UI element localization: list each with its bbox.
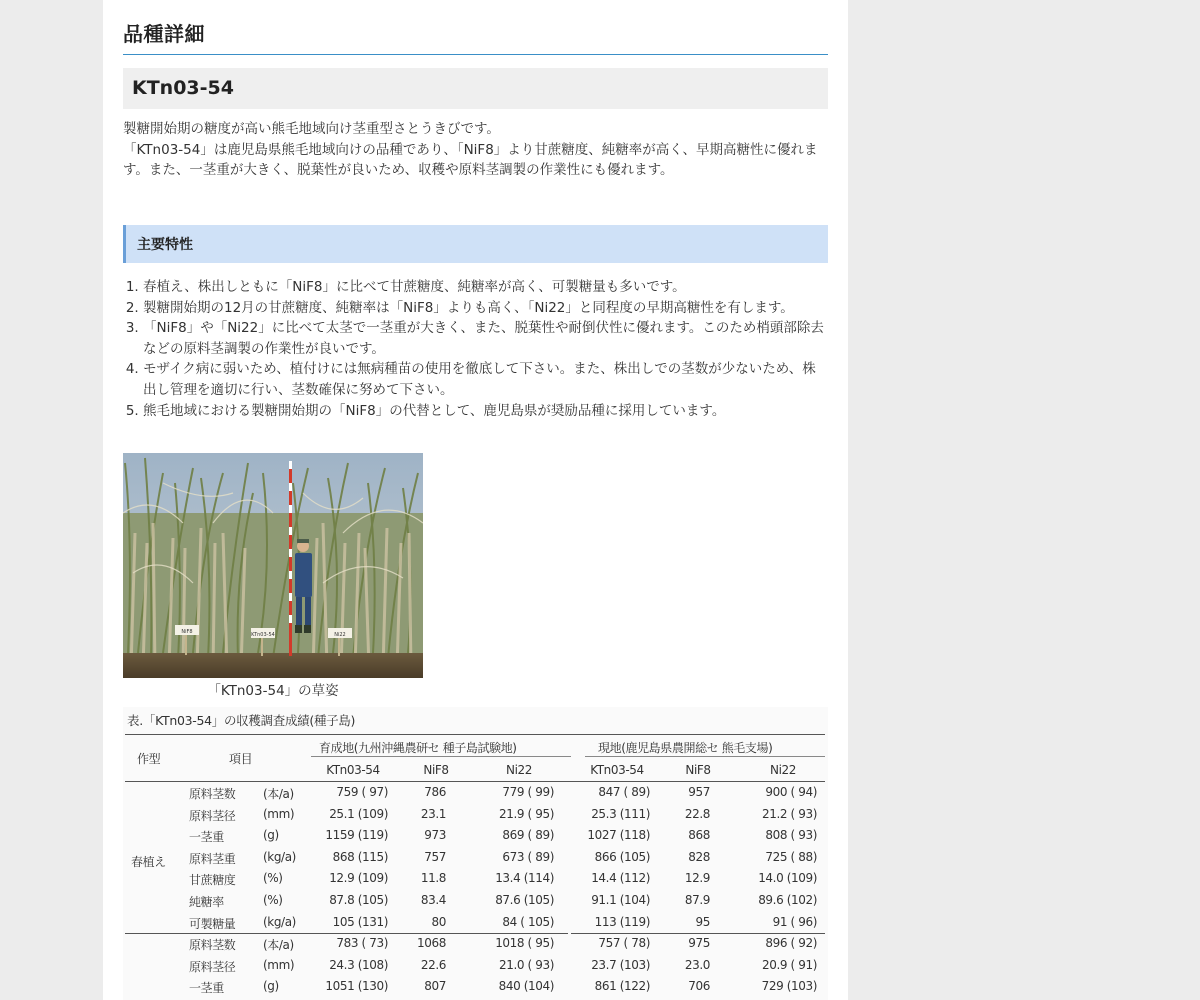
sugarcane-field-illustration bbox=[123, 453, 423, 678]
table-row-unit: (mm) bbox=[263, 957, 295, 972]
table-row-item: 原料茎数 bbox=[189, 787, 236, 801]
table-cell: 1018 ( 95) bbox=[495, 936, 554, 951]
table-cell: 808 ( 93) bbox=[765, 828, 817, 843]
table-cell: 23.7 (103) bbox=[591, 957, 650, 972]
table-row-item: 原料茎径 bbox=[189, 808, 236, 823]
table-row-unit: (%) bbox=[263, 871, 283, 886]
table-cell: 12.9 (109) bbox=[329, 871, 388, 886]
header-variety: NiF8 bbox=[423, 763, 449, 777]
stake-label-ktn03-54: KTn03-54 bbox=[251, 632, 275, 638]
table-rule-top bbox=[125, 734, 825, 735]
table-cell: 22.8 bbox=[684, 806, 710, 821]
page-title: 品種詳細 bbox=[123, 22, 205, 46]
header-variety: Ni22 bbox=[506, 763, 532, 777]
table-row-item: 一茎重 bbox=[189, 981, 224, 996]
table-cell: 868 bbox=[688, 828, 710, 843]
table-cell: 25.1 (109) bbox=[329, 806, 388, 821]
table-cell: 25.3 (111) bbox=[591, 806, 650, 821]
table-cell: 757 ( 78) bbox=[598, 936, 650, 951]
table-cell: 706 bbox=[688, 979, 710, 994]
header-item: 項目 bbox=[229, 752, 253, 766]
table-cell: 105 (131) bbox=[332, 914, 388, 929]
table-cell: 900 ( 94) bbox=[765, 785, 817, 799]
feature-item: 5. 熊毛地域における製糖開始期の「NiF8」の代替として、鹿児島県が奨励品種に採用しています。 bbox=[143, 401, 828, 422]
table-rule-group1 bbox=[311, 756, 571, 757]
title-divider bbox=[123, 54, 828, 55]
table-cell: 14.0 (109) bbox=[758, 871, 817, 886]
table-cell: 729 (103) bbox=[761, 979, 817, 994]
table-cell: 673 ( 89) bbox=[502, 849, 554, 864]
table-row-item: 原料茎数 bbox=[189, 938, 236, 953]
variety-name-box bbox=[123, 68, 828, 109]
table-cell: 786 bbox=[424, 785, 446, 799]
table-cell: 869 ( 89) bbox=[502, 828, 554, 843]
description-line: 製糖開始期の糖度が高い熊毛地域向け茎重型さとうきびです。 bbox=[123, 121, 500, 137]
sugarcane-photo bbox=[123, 453, 423, 678]
table-rule-group2 bbox=[585, 756, 825, 757]
table-cell: 95 bbox=[695, 914, 710, 929]
feature-item: 4. モザイク病に弱いため、植付けには無病種苗の使用を徹底して下さい。また、株出しでの茎数が少ないため、株出し管理を適切に行い、茎数確保に努めて下さい。 bbox=[143, 359, 828, 400]
table-cell: 866 (105) bbox=[594, 849, 650, 864]
feature-item: 3. 「NiF8」や「Ni22」に比べて太茎で一茎重が大きく、また、脱葉性や耐倒伏性に優れます。このため梢頭部除去などの原料茎調製の作業性が良いです。 bbox=[143, 318, 828, 359]
table-cell: 21.0 ( 93) bbox=[499, 957, 554, 972]
table-cell: 957 bbox=[688, 785, 710, 799]
table-title: 表.「KTn03-54」の収穫調査成績(種子島) bbox=[127, 713, 356, 728]
header-variety: NiF8 bbox=[685, 763, 711, 777]
table-cell: 757 bbox=[424, 849, 446, 864]
table-row-item: 可製糖量 bbox=[189, 916, 236, 931]
description-line: 「KTn03-54」は鹿児島県熊毛地域向けの品種であり、「NiF8」より甘蔗糖度、純糖率が高く、早期高糖性に優れます。また、一茎重が大きく、脱葉性が良いため、収穫や原料茎調製の作業性にも優れます。 bbox=[123, 141, 818, 178]
table-cell: 21.2 ( 93) bbox=[762, 806, 817, 821]
table-cell: 828 bbox=[688, 849, 710, 864]
table-cell: 807 bbox=[424, 979, 446, 994]
table-row-item: 原料茎径 bbox=[189, 959, 236, 974]
feature-item: 2. 製糖開始期の12月の甘蔗糖度、純糖率は「NiF8」よりも高く、「Ni22」と同程度の早期高糖性を有します。 bbox=[143, 298, 828, 319]
table-row-unit: (kg/a) bbox=[263, 849, 296, 864]
header-variety: KTn03-54 bbox=[590, 763, 644, 777]
table-cell: 87.8 (105) bbox=[329, 893, 388, 907]
table-cell: 113 (119) bbox=[594, 914, 650, 929]
table-rule-section bbox=[571, 933, 825, 934]
table-rule-header bbox=[125, 781, 825, 782]
table-row-unit: (g) bbox=[263, 828, 279, 843]
table-cell: 23.1 bbox=[420, 806, 446, 821]
table-cell: 20.9 ( 91) bbox=[762, 957, 817, 972]
section-heading-main-traits bbox=[123, 225, 828, 263]
table-row-item: 一茎重 bbox=[189, 830, 224, 845]
table-cell: 91.1 (104) bbox=[591, 893, 650, 907]
table-cell: 847 ( 89) bbox=[598, 785, 650, 799]
table-rule-section bbox=[125, 933, 568, 934]
table-cell: 759 ( 97) bbox=[336, 785, 388, 799]
table-cell: 24.3 (108) bbox=[329, 957, 388, 972]
table-cell: 896 ( 92) bbox=[765, 936, 817, 951]
photo-caption: 「KTn03-54」の草姿 bbox=[207, 683, 339, 699]
table-cell: 87.9 bbox=[684, 893, 710, 907]
variety-description bbox=[123, 119, 828, 181]
stake-label-nif8: NiF8 bbox=[181, 629, 193, 635]
table-cell: 11.8 bbox=[420, 871, 446, 886]
table-cell: 1051 (130) bbox=[325, 979, 388, 994]
feature-item: 1. 春植え、株出しともに「NiF8」に比べて甘蔗糖度、純糖率が高く、可製糖量も多いです。 bbox=[143, 277, 828, 298]
table-cell: 1159 (119) bbox=[325, 828, 388, 843]
header-variety: Ni22 bbox=[770, 763, 796, 777]
table-cell: 83.4 bbox=[420, 893, 446, 907]
table-cell: 973 bbox=[424, 828, 446, 843]
table-cell: 12.9 bbox=[684, 871, 710, 886]
table-row-item: 純糖率 bbox=[189, 895, 224, 909]
table-cell: 779 ( 99) bbox=[502, 785, 554, 799]
table-cell: 840 (104) bbox=[498, 979, 554, 994]
table-cell: 975 bbox=[688, 936, 710, 951]
header-group-breeding-site: 育成地(九州沖縄農研セ 種子島試験地) bbox=[319, 741, 517, 755]
table-row-unit: (mm) bbox=[263, 806, 295, 821]
header-group-local-site: 現地(鹿児島県農開総セ 熊毛支場) bbox=[598, 741, 773, 755]
table-cell: 22.6 bbox=[420, 957, 446, 972]
table-row-unit: (%) bbox=[263, 893, 283, 907]
table-row-unit: (g) bbox=[263, 979, 279, 994]
table-cell: 21.9 ( 95) bbox=[499, 806, 554, 821]
section-heading-text: 主要特性 bbox=[137, 237, 193, 253]
content-page bbox=[103, 0, 848, 1000]
table-cell: 861 (122) bbox=[594, 979, 650, 994]
stake-label-ni22: Ni22 bbox=[334, 632, 346, 638]
table-cell: 91 ( 96) bbox=[772, 914, 817, 929]
table-row-item: 原料茎重 bbox=[189, 851, 236, 866]
table-cell: 783 ( 73) bbox=[336, 936, 388, 951]
table-row-unit: (本/a) bbox=[263, 938, 294, 953]
table-row-unit: (本/a) bbox=[263, 787, 294, 801]
table-cell: 14.4 (112) bbox=[591, 871, 650, 886]
table-cell: 23.0 bbox=[684, 957, 710, 972]
table-cell: 13.4 (114) bbox=[495, 871, 554, 886]
table-cell: 725 ( 88) bbox=[765, 849, 817, 864]
header-variety: KTn03-54 bbox=[326, 763, 380, 777]
table-cell: 87.6 (105) bbox=[495, 893, 554, 907]
features-list bbox=[123, 277, 828, 421]
table-row-item: 甘蔗糖度 bbox=[189, 873, 236, 888]
table-crop-type: 春植え bbox=[131, 854, 166, 869]
table-cell: 84 ( 105) bbox=[502, 914, 554, 929]
table-cell: 868 (115) bbox=[332, 849, 388, 864]
table-cell: 1027 (118) bbox=[587, 828, 650, 843]
harvest-results-table bbox=[123, 707, 828, 1000]
table-cell: 80 bbox=[431, 914, 446, 929]
table-cell: 1068 bbox=[417, 936, 446, 951]
table-row-unit: (kg/a) bbox=[263, 914, 296, 929]
header-crop-type: 作型 bbox=[137, 752, 161, 766]
table-cell: 89.6 (102) bbox=[758, 893, 817, 907]
variety-name: KTn03-54 bbox=[132, 77, 234, 99]
